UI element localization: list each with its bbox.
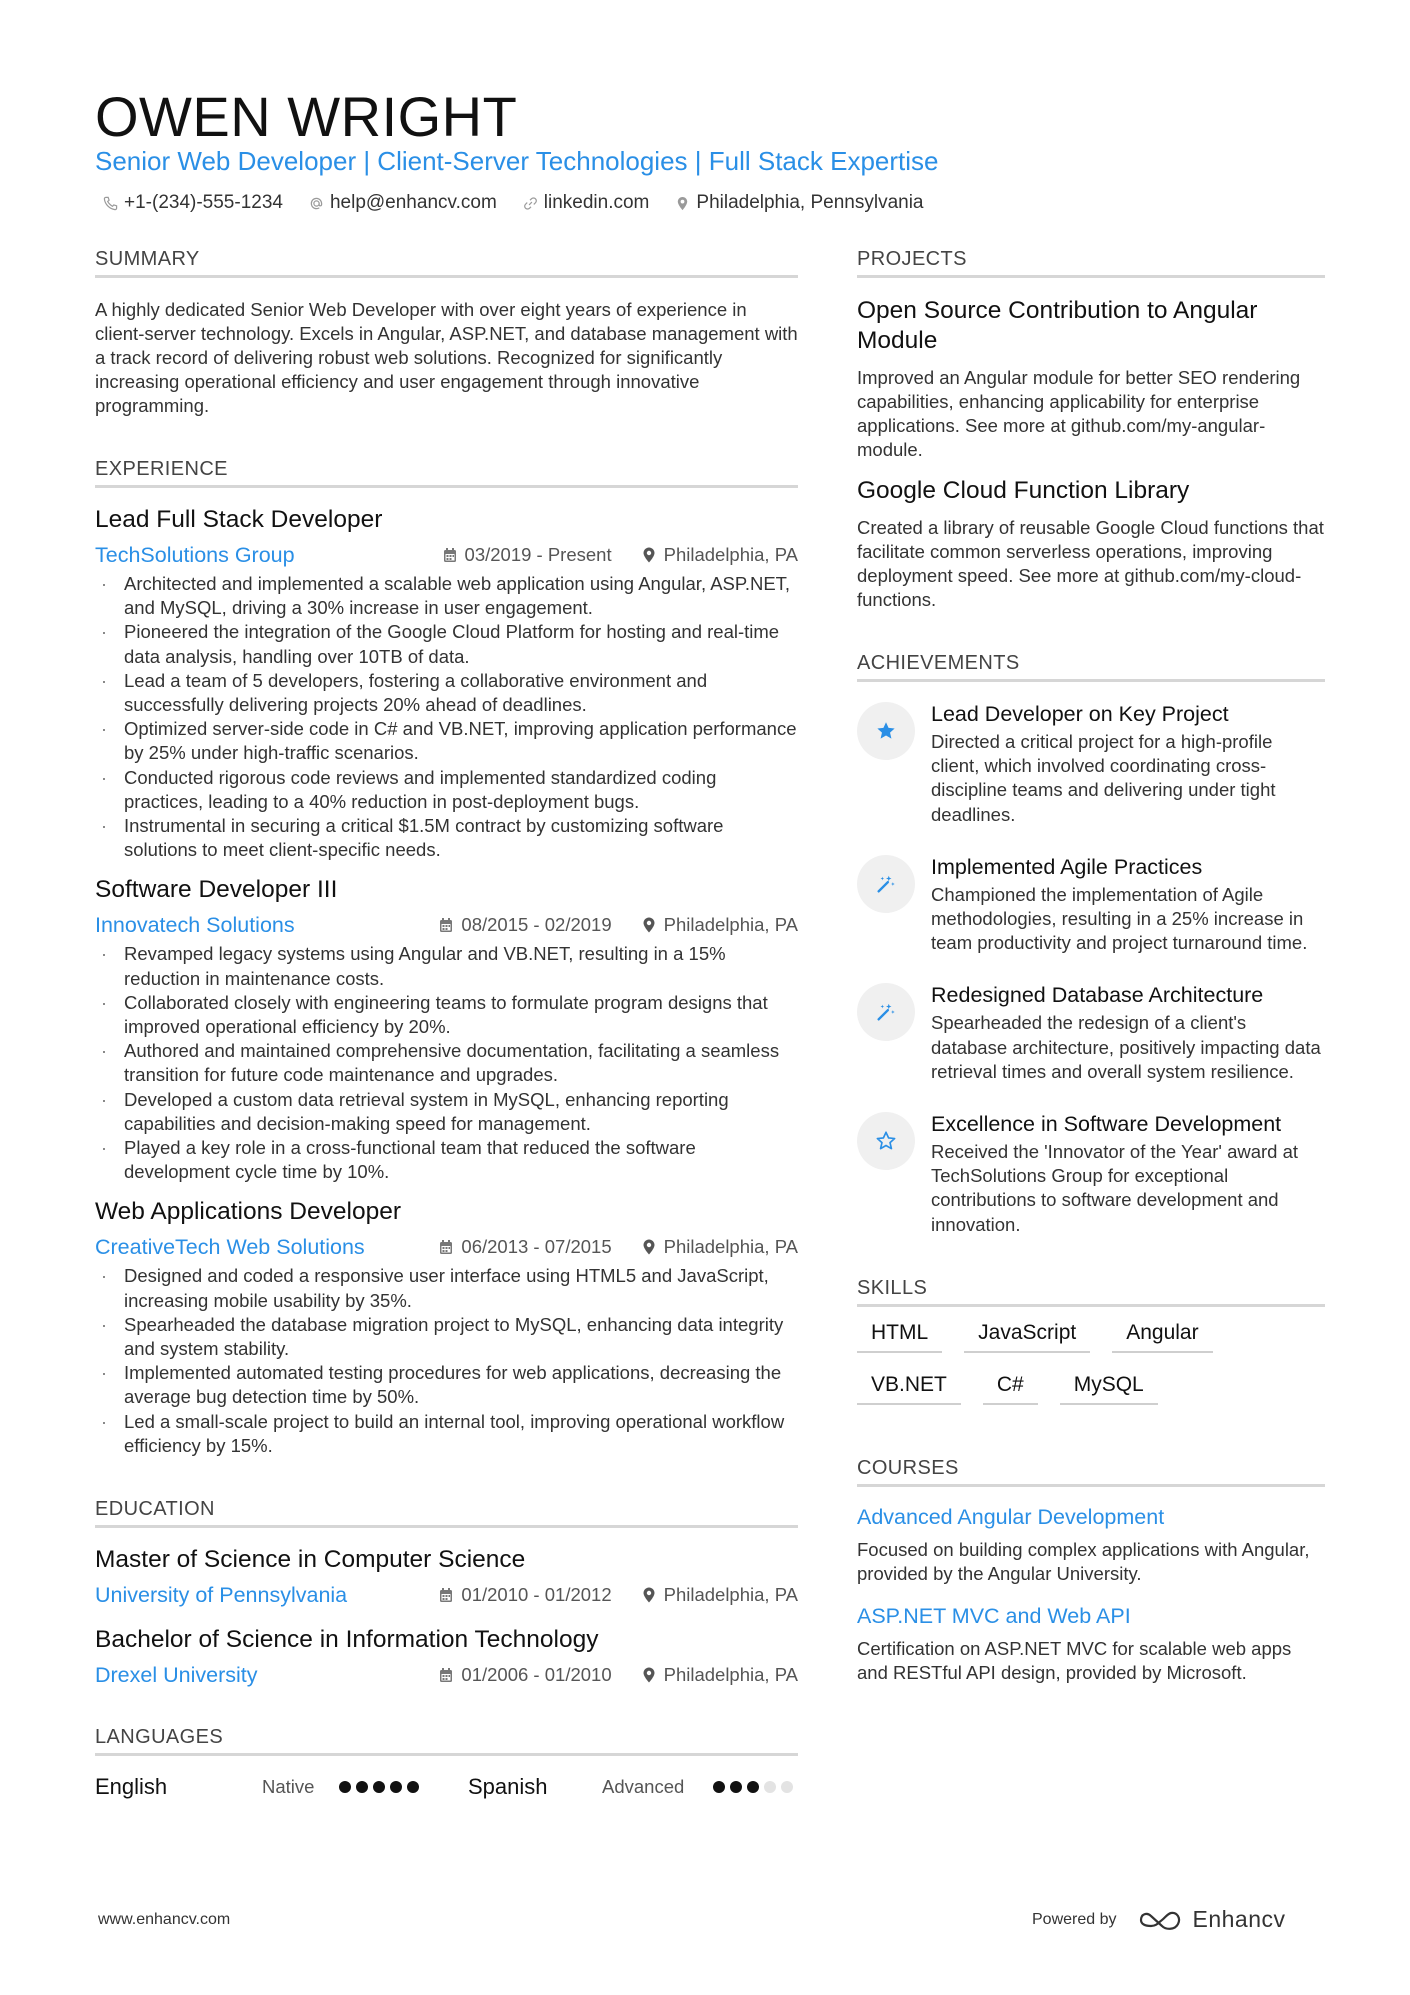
achievement-title: Redesigned Database Architecture	[931, 983, 1264, 1008]
map-pin-icon	[642, 1667, 656, 1683]
bullet-item: · Conducted rigorous code reviews and implemented standardized coding practices, leading to a 40% reduction in post-deployment bugs.	[95, 766, 798, 814]
company-name: TechSolutions Group	[95, 542, 295, 567]
language-level: Native	[262, 1776, 315, 1798]
course-title: Advanced Angular Development	[857, 1504, 1165, 1529]
courses-section	[857, 1457, 1325, 1685]
bullet-item: · Architected and implemented a scalable web application using Angular, ASP.NET, and MySQL, driving a 30% increase in user engagement.	[95, 572, 798, 620]
job-dates: 08/2015 - 02/2019	[461, 914, 612, 936]
powered-by-label: Powered by	[1032, 1910, 1117, 1928]
languages-section	[95, 1726, 798, 1800]
contact-email[interactable]	[309, 192, 497, 214]
job-dates: 03/2019 - Present	[464, 544, 612, 565]
map-pin-icon	[675, 196, 690, 211]
achievement-title: Implemented Agile Practices	[931, 854, 1203, 879]
calendar-icon	[443, 547, 457, 563]
achievements-section	[857, 652, 1325, 1237]
bullet-item: · Authored and maintained comprehensive documentation, facilitating a seamless transition for future code maintenance and upgrades.	[95, 1039, 798, 1087]
right-column	[857, 248, 1325, 1685]
left-column	[95, 248, 798, 1800]
rating-dot-empty	[781, 1781, 793, 1793]
bullet-item: · Collaborated closely with engineering teams to formulate program designs that improved operational efficiency by 20%.	[95, 991, 798, 1039]
location-text: Philadelphia, Pennsylvania	[696, 192, 924, 213]
language-item	[468, 1774, 793, 1800]
rating-dot-filled	[339, 1781, 351, 1793]
brand-name: Enhancv	[1192, 1906, 1286, 1932]
project-item	[857, 296, 1325, 462]
skill-tag: C#	[983, 1373, 1038, 1405]
achievement-description: Received the 'Innovator of the Year' award at TechSolutions Group for exceptional contributions to software development and innovation.	[931, 1141, 1299, 1235]
achievement-item	[857, 853, 1325, 956]
language-rating	[339, 1781, 419, 1793]
achievement-description: Championed the implementation of Agile methodologies, resulting in a 25% increase in team productivity and project turnaround time.	[931, 883, 1308, 954]
school-name: University of Pennsylvania	[95, 1582, 348, 1607]
achievement-title: Lead Developer on Key Project	[931, 702, 1229, 726]
project-title: Google Cloud Function Library	[857, 477, 1190, 504]
language-item	[95, 1774, 428, 1800]
rating-dot-filled	[390, 1781, 402, 1793]
link-icon	[523, 196, 538, 211]
bullet-item: · Optimized server-side code in C# and VB.NET, improving application performance by 25% under high-traffic scenarios.	[95, 717, 798, 765]
rating-dot-empty	[764, 1781, 776, 1793]
experience-section	[95, 458, 798, 1458]
calendar-icon	[439, 1587, 453, 1603]
project-title: Open Source Contribution to Angular Module	[857, 297, 1258, 354]
bullet-item: · Implemented automated testing procedures for web applications, decreasing the average bug detection time by 50%.	[95, 1361, 798, 1409]
bullet-item: · Developed a custom data retrieval system in MySQL, enhancing reporting capabilities and decision-making speed for management.	[95, 1088, 798, 1136]
job-location: Philadelphia, PA	[663, 544, 798, 565]
brand-logo[interactable]	[1139, 1906, 1286, 1933]
experience-item	[95, 506, 798, 862]
section-title-summary: SUMMARY	[95, 248, 798, 278]
job-bullets	[95, 572, 798, 862]
skill-tag: MySQL	[1060, 1373, 1158, 1405]
magic-wand-icon	[857, 855, 915, 913]
skill-tag: HTML	[857, 1321, 942, 1353]
star-filled-icon	[857, 702, 915, 760]
linkedin-text: linkedin.com	[543, 192, 650, 213]
calendar-icon	[439, 1239, 453, 1255]
star-outline-icon	[857, 1112, 915, 1170]
map-pin-icon	[642, 547, 656, 563]
school-name: Drexel University	[95, 1662, 258, 1687]
course-description: Focused on building complex applications with Angular, provided by the Angular University.	[857, 1538, 1310, 1584]
job-role: Web Applications Developer	[95, 1198, 401, 1226]
achievement-item	[857, 1110, 1325, 1237]
bullet-item: · Lead a team of 5 developers, fostering a collaborative environment and successfully delivering projects 20% ahead of deadlines.	[95, 669, 798, 717]
phone-text: +1-(234)-555-1234	[124, 192, 283, 213]
bullet-item: · Revamped legacy systems using Angular and VB.NET, resulting in a 15% reduction in maintenance costs.	[95, 942, 798, 990]
section-title-skills: SKILLS	[857, 1277, 1325, 1307]
course-description: Certification on ASP.NET MVC for scalable web apps and RESTful API design, provided by Microsoft.	[857, 1637, 1292, 1683]
projects-section	[857, 248, 1325, 612]
rating-dot-filled	[747, 1781, 759, 1793]
education-dates: 01/2010 - 01/2012	[461, 1584, 612, 1606]
phone-icon	[103, 196, 118, 211]
skills-list	[857, 1321, 1297, 1405]
company-name: CreativeTech Web Solutions	[95, 1234, 365, 1259]
summary-text: A highly dedicated Senior Web Developer with over eight years of experience in client-server technology. Excels in Angular, ASP.NET, and database management with a track record of delivering robust web solutions. Recognized for significantly increasing operational efficiency and user engagement through innovative programming.	[95, 299, 798, 416]
rating-dot-filled	[730, 1781, 742, 1793]
experience-item	[95, 876, 798, 1184]
company-name: Innovatech Solutions	[95, 912, 295, 937]
candidate-headline: Senior Web Developer | Client-Server Technologies | Full Stack Expertise	[95, 146, 939, 176]
footer-url[interactable]: www.enhancv.com	[98, 1911, 231, 1928]
bullet-item: · Spearheaded the database migration project to MySQL, enhancing data integrity and system stability.	[95, 1313, 798, 1361]
job-bullets	[95, 1264, 798, 1458]
language-rating	[713, 1781, 793, 1793]
map-pin-icon	[642, 917, 656, 933]
section-title-projects: PROJECTS	[857, 248, 1325, 278]
job-bullets	[95, 942, 798, 1184]
degree-title: Bachelor of Science in Information Technology	[95, 1626, 599, 1654]
skill-tag: Angular	[1112, 1321, 1212, 1353]
languages-row	[95, 1774, 798, 1800]
education-item	[95, 1546, 798, 1608]
summary-section	[95, 248, 798, 418]
powered-by	[1032, 1906, 1286, 1933]
language-level: Advanced	[602, 1776, 685, 1798]
enhancv-logo-icon	[1139, 1908, 1185, 1932]
section-title-courses: COURSES	[857, 1457, 1325, 1487]
section-title-education: EDUCATION	[95, 1498, 798, 1528]
contact-linkedin[interactable]	[523, 192, 650, 214]
education-dates: 01/2006 - 01/2010	[461, 1664, 612, 1686]
course-title: ASP.NET MVC and Web API	[857, 1603, 1131, 1628]
education-item	[95, 1626, 798, 1688]
language-name: English	[95, 1774, 168, 1800]
rating-dot-filled	[713, 1781, 725, 1793]
skill-tag: JavaScript	[964, 1321, 1090, 1353]
bullet-item: · Led a small-scale project to build an internal tool, improving operational workflow efficiency by 15%.	[95, 1410, 798, 1458]
course-item	[857, 1505, 1325, 1586]
rating-dot-filled	[407, 1781, 419, 1793]
job-role: Software Developer III	[95, 876, 338, 904]
bullet-item: · Pioneered the integration of the Google Cloud Platform for hosting and real-time data analysis, handling over 10TB of data.	[95, 620, 798, 668]
education-location: Philadelphia, PA	[663, 1664, 798, 1686]
section-title-languages: LANGUAGES	[95, 1726, 798, 1756]
email-text: help@enhancv.com	[329, 192, 497, 213]
map-pin-icon	[642, 1587, 656, 1603]
bullet-item: · Designed and coded a responsive user interface using HTML5 and JavaScript, increasing mobile usability by 35%.	[95, 1264, 798, 1312]
at-sign-icon	[309, 196, 324, 211]
contact-location	[675, 192, 923, 214]
achievement-description: Spearheaded the redesign of a client's database architecture, positively impacting data retrieval times and overall system resilience.	[931, 1012, 1321, 1082]
candidate-name: OWEN WRIGHT	[95, 85, 518, 148]
achievement-title: Excellence in Software Development	[931, 1112, 1282, 1137]
achievement-item	[857, 981, 1325, 1084]
skills-section	[857, 1277, 1325, 1405]
project-description: Improved an Angular module for better SEO rendering capabilities, enhancing applicability for enterprise applications. See more at github.com/my-angular-module.	[857, 367, 1301, 460]
rating-dot-filled	[356, 1781, 368, 1793]
job-location: Philadelphia, PA	[663, 914, 798, 936]
job-dates: 06/2013 - 07/2015	[461, 1236, 612, 1258]
rating-dot-filled	[373, 1781, 385, 1793]
skill-tag: VB.NET	[857, 1373, 961, 1405]
job-role: Lead Full Stack Developer	[95, 506, 383, 533]
calendar-icon	[439, 1667, 453, 1683]
course-item	[857, 1604, 1325, 1685]
experience-item	[95, 1198, 798, 1458]
degree-title: Master of Science in Computer Science	[95, 1546, 526, 1574]
section-title-experience: EXPERIENCE	[95, 458, 798, 488]
contact-bar	[103, 192, 924, 214]
map-pin-icon	[642, 1239, 656, 1255]
bullet-item: · Instrumental in securing a critical $1.5M contract by customizing software solutions to meet client-specific needs.	[95, 814, 798, 862]
calendar-icon	[439, 917, 453, 933]
achievement-description: Directed a critical project for a high-profile client, which involved coordinating cross-discipline teams and delivering under tight deadlines.	[931, 731, 1276, 825]
education-location: Philadelphia, PA	[663, 1584, 798, 1606]
contact-phone[interactable]	[103, 192, 283, 214]
section-title-achievements: ACHIEVEMENTS	[857, 652, 1325, 682]
magic-wand-icon	[857, 983, 915, 1041]
achievement-item	[857, 700, 1325, 827]
project-item	[857, 476, 1325, 612]
education-section	[95, 1498, 798, 1688]
project-description: Created a library of reusable Google Cloud functions that facilitate common serverless operations, improving deployment speed. See more at github.com/my-cloud-functions.	[857, 517, 1324, 610]
job-location: Philadelphia, PA	[663, 1236, 798, 1258]
language-name: Spanish	[468, 1774, 548, 1800]
bullet-item: · Played a key role in a cross-functional team that reduced the software development cycle time by 10%.	[95, 1136, 798, 1184]
